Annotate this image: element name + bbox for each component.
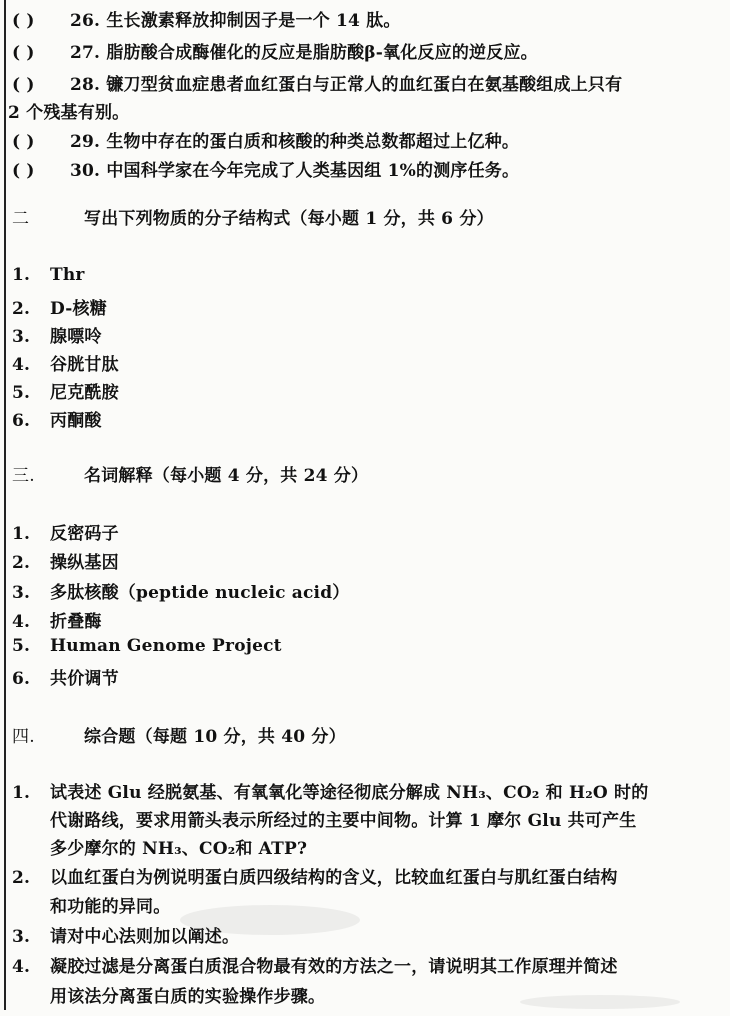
question-27	[12, 38, 538, 63]
question-text: 中国科学家在今年完成了人类基因组 1%的测序任务。	[106, 161, 520, 181]
question-number: 27.	[70, 43, 101, 63]
question-26	[12, 6, 401, 31]
section-4-q4-line2: 用该法分离蛋白质的实验操作步骤。	[50, 987, 326, 1007]
section-2-item-2: 2. D-核糖	[12, 299, 107, 319]
section-3-item-5: 5. Human Genome Project	[12, 636, 282, 656]
answer-blank: ( )	[12, 132, 35, 152]
question-number: 28.	[70, 75, 101, 95]
section-2-item-6: 6. 丙酮酸	[12, 411, 102, 431]
section-4-q3: 3. 请对中心法则加以阐述。	[12, 927, 240, 947]
section-2-item-4: 4. 谷胱甘肽	[12, 355, 119, 375]
section-4-q2-line1: 2. 以血红蛋白为例说明蛋白质四级结构的含义，比较血红蛋白与肌红蛋白结构	[12, 868, 618, 888]
answer-blank: ( )	[12, 75, 35, 95]
section-3-item-4: 4. 折叠酶	[12, 612, 102, 632]
section-2-heading	[12, 204, 494, 229]
section-3-heading	[12, 461, 368, 486]
section-3-item-6: 6. 共价调节	[12, 669, 119, 689]
section-number: 四.	[12, 727, 35, 747]
question-28-continuation: 2 个残基有别。	[8, 103, 130, 123]
section-3-item-1: 1. 反密码子	[12, 524, 119, 544]
section-4-q1-line1: 1. 试表述 Glu 经脱氨基、有氧氧化等途径彻底分解成 NH₃、CO₂ 和 H₂O 时的	[12, 783, 649, 803]
left-margin-rule	[4, 0, 6, 1010]
question-text: 生物中存在的蛋白质和核酸的种类总数都超过上亿种。	[106, 132, 520, 152]
section-3-item-3: 3. 多肽核酸（peptide nucleic acid）	[12, 583, 350, 603]
section-2-item-1: 1. Thr	[12, 265, 85, 285]
scan-smudge	[180, 905, 360, 935]
section-title: 综合题（每题 10 分，共 40 分）	[84, 727, 346, 747]
answer-blank: ( )	[12, 11, 35, 31]
section-4-heading	[12, 722, 346, 747]
section-4-q1-line3: 多少摩尔的 NH₃、CO₂和 ATP?	[50, 839, 308, 859]
question-number: 29.	[70, 132, 101, 152]
question-30	[12, 156, 519, 181]
answer-blank: ( )	[12, 161, 35, 181]
section-title: 名词解释（每小题 4 分，共 24 分）	[84, 466, 369, 486]
question-28	[12, 70, 622, 95]
scan-smudge	[520, 995, 680, 1009]
answer-blank: ( )	[12, 43, 35, 63]
section-4-q4-line1: 4. 凝胶过滤是分离蛋白质混合物最有效的方法之一，请说明其工作原理并简述	[12, 957, 618, 977]
section-4-q1-line2: 代谢路线，要求用箭头表示所经过的主要中间物。计算 1 摩尔 Glu 共可产生	[50, 811, 637, 831]
question-text: 脂肪酸合成酶催化的反应是脂肪酸β-氧化反应的逆反应。	[106, 43, 538, 63]
question-number: 30.	[70, 161, 101, 181]
question-text: 生长激素释放抑制因子是一个 14 肽。	[106, 11, 401, 31]
section-2-item-3: 3. 腺嘌呤	[12, 327, 102, 347]
section-number: 二	[12, 209, 30, 229]
question-29	[12, 127, 519, 152]
question-text: 镰刀型贫血症患者血红蛋白与正常人的血红蛋白在氨基酸组成上只有	[106, 75, 623, 95]
section-3-item-2: 2. 操纵基因	[12, 553, 119, 573]
question-number: 26.	[70, 11, 101, 31]
section-2-item-5: 5. 尼克酰胺	[12, 383, 119, 403]
section-title: 写出下列物质的分子结构式（每小题 1 分，共 6 分）	[84, 209, 494, 229]
section-number: 三.	[12, 466, 35, 486]
section-4-q2-line2: 和功能的异同。	[50, 897, 171, 917]
